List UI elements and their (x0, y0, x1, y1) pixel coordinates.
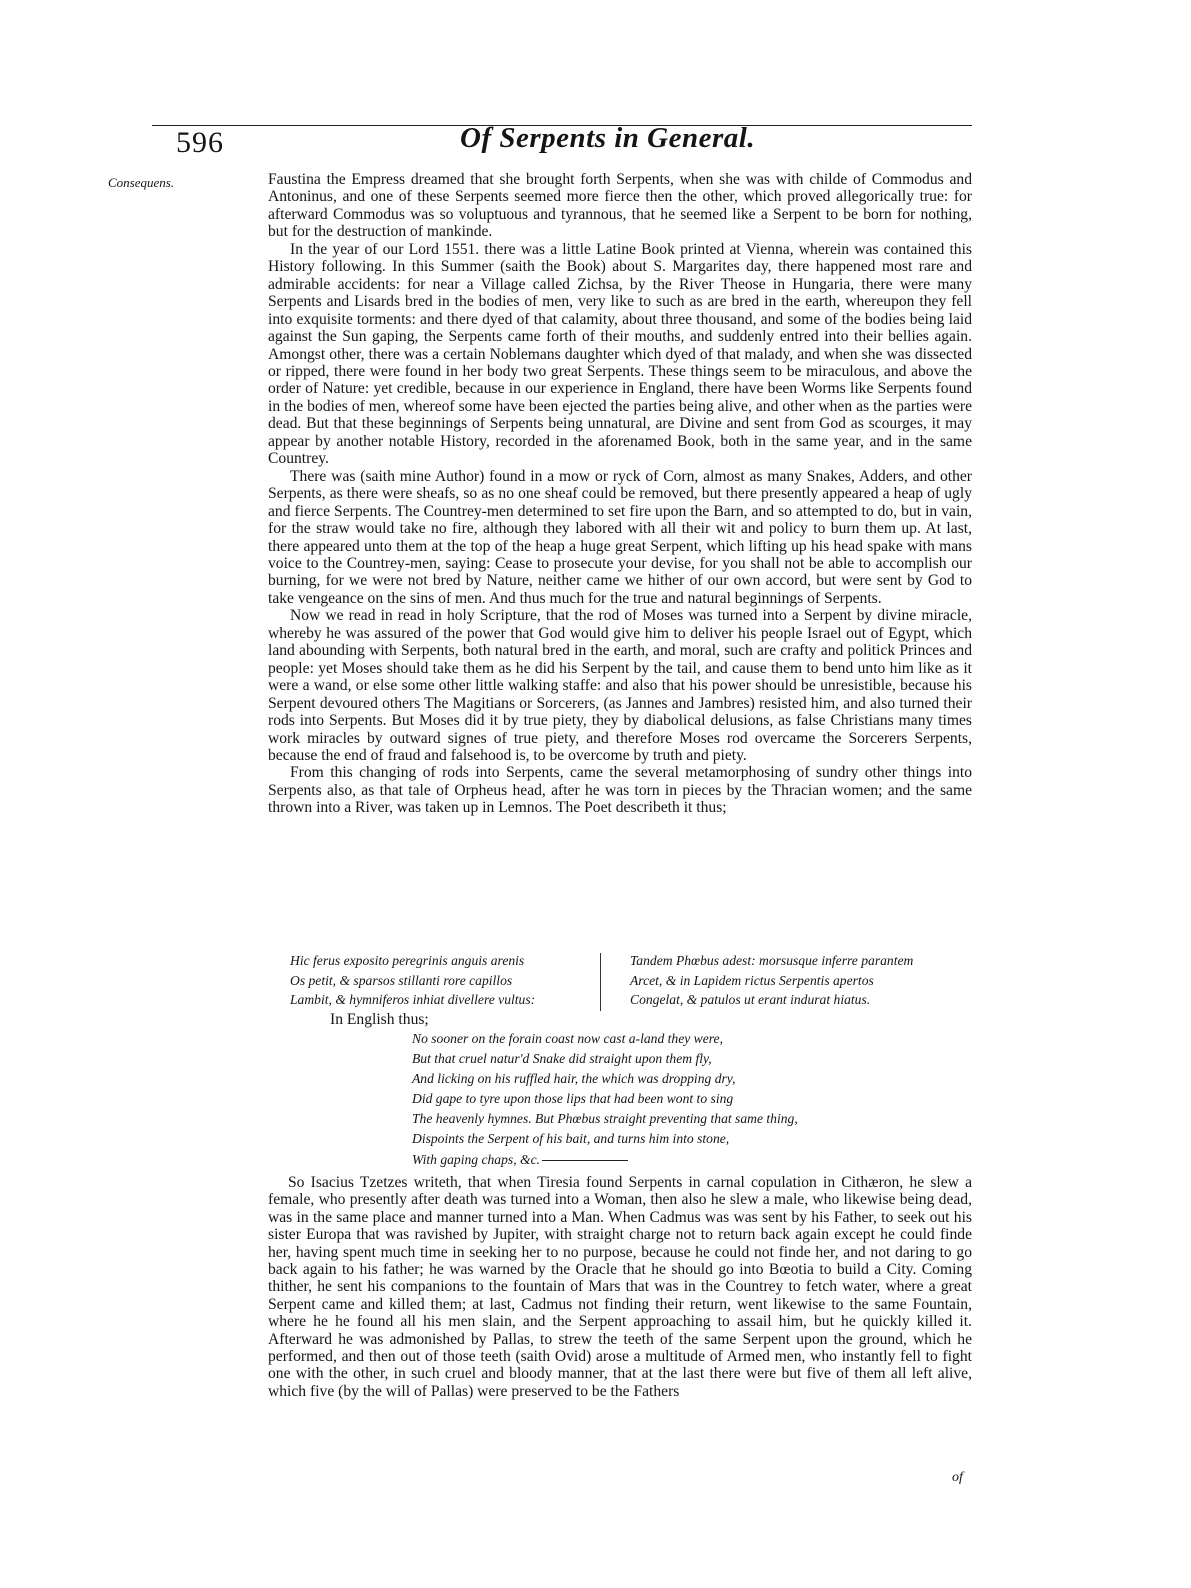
verse-line-text: With gaping chaps, &c. (412, 1151, 540, 1167)
margin-note: Consequens. (108, 175, 175, 190)
verse-divider (600, 953, 601, 1011)
verse-line: Dispoints the Serpent of his bait, and turns him into stone, (412, 1131, 730, 1147)
verse-line: No sooner on the forain coast now cast a-land they were, (412, 1031, 723, 1046)
latin-verse (290, 951, 972, 1011)
main-text (268, 171, 972, 817)
english-verse (412, 1029, 798, 1170)
verse-line: But that cruel natur'd Snake did straight upon them fly, (412, 1051, 712, 1067)
verse-line: The heavenly hymnes. But Phœbus straight preventing that same thing, (412, 1111, 798, 1127)
verse-end-dash (542, 1160, 628, 1161)
latin-verse-left (290, 951, 535, 1010)
verse-line: Congelat, & patulos ut erant indurat hiatus. (630, 992, 871, 1008)
paragraph-faustina: Faustina the Empress dreamed that she brought forth Serpents, when she was with childe of Commodus and Antoninus, and one of these Serpents seemed more fierce then the other, which proved allegorically true: for afterward Commodus was so voluptuous and tyrannous, that he seemed like a Serpent to be born for nothing, but for the destruction of mankinde. (268, 171, 972, 241)
verse-line: Did gape to tyre upon those lips that had been wont to sing (412, 1091, 734, 1107)
verse-line: And licking on his ruffled hair, the which was dropping dry, (412, 1071, 736, 1087)
closing-text (268, 1174, 972, 1400)
running-title: Of Serpents in General. (460, 122, 756, 154)
paragraph-moses-rod: Now we read in read in holy Scripture, that the rod of Moses was turned into a Serpent by divine miracle, whereby he was assured of the power that God would give him to deliver his people Israel out of Egypt, which land abounding with Serpents, both natural bred in the earth, and moral, such are crafty and politick Princes and people: yet Moses should take them as he did his Serpent by the tail, and cause them to bend unto him like as it were a wand, or else some other little walking staffe: and also that his power should be unresistible, because his Serpent devoured others The Magitians or Sorcerers, (as Jannes and Jambres) resisted him, and also turned their rods into Serpents. But Moses did it by true piety, they by diabolical delusions, as false Christians many times work miracles by outward signes of true piety, and therefore Moses rod overcame the Sorcerers Serpents, because the end of fraud and falsehood is, to be overcome by truth and piety. (268, 607, 972, 764)
verse-line: Arcet, & in Lapidem rictus Serpentis apertos (630, 972, 874, 988)
verse-line: Lambit, & hymniferos inhiat divellere vultus: (290, 992, 536, 1008)
verse-line: Tandem Phœbus adest: morsusque inferre parantem (630, 953, 914, 968)
english-label: In English thus; (330, 1011, 429, 1028)
verse-line: Os petit, & sparsos stillanti rore capillos (290, 972, 513, 988)
paragraph-vienna-book: In the year of our Lord 1551. there was a little Latine Book printed at Vienna, wherein was contained this History following. In this Summer (saith the Book) about S. Margarites day, there happened most rare and admirable accidents: for near a Village called Zichsa, by the River Theose in Hungaria, there were many Serpents and Lisards bred in the bodies of men, very like to such as are bred in the earth, whereupon they fell into exquisite torments: and there dyed of that calamity, about three thousand, and some of the bodies being laid against the Sun gaping, the Serpents came forth of their mouths, and suddenly entred into their bellies again. Amongst other, there was a certain Noblemans daughter which dyed of that malady, and when she was dissected or ripped, there were found in her body two great Serpents. These things seem to be miraculous, and above the order of Nature: yet credible, because in our experience in England, there have been Worms like Serpents found in the bodies of men, whereof some have been ejected the parties being alive, and other when as the parties were dead. But that these beginnings of Serpents being unnatural, are Divine and sent from God as scourges, it may appear by another notable History, recorded in the aforenamed Book, both in the same year, and in the same Countrey. (268, 240, 972, 468)
page-number: 596 (176, 126, 224, 159)
paragraph-orpheus: From this changing of rods into Serpents, came the several metamorphosing of sundry other things into Serpents also, as that tale of Orpheus head, after he was torn in pieces by the Thracian women; and the same thrown into a River, was taken up in Lemnos. The Poet describeth it thus; (268, 764, 972, 817)
verse-line: Hic ferus exposito peregrinis anguis arenis (290, 953, 525, 968)
latin-verse-right (630, 951, 913, 1010)
verse-line-last (412, 1150, 798, 1170)
catchword: of (952, 1470, 963, 1485)
paragraph-tiresias-cadmus: So Isacius Tzetzes writeth, that when Tiresia found Serpents in carnal copulation in Cithæron, he slew a female, who presently after death was turned into a Woman, then also he slew a male, who likewise being dead, was in the same place and manner turned into a Man. When Cadmus was was sent by his Father, to seek out his sister Europa that was ravished by Jupiter, with straight charge not to return back again except he could finde her, having spent much time in seeking her to no purpose, because he could not finde her, and not daring to go back again to his father; he was warned by the Oracle that he should go into Bœotia to build a City. Coming thither, he sent his companions to the fountain of Mars that was in the Countrey to fetch water, where a great Serpent came and killed them; at last, Cadmus not finding their return, went likewise to the same Fountain, where he he found all his men slain, and the Serpent approaching to assail him, but he quickly killed it. Afterward he was admonished by Pallas, to strew the teeth of the same Serpent upon the ground, which he performed, and then out of those teeth (saith Ovid) arose a multitude of Armed men, who instantly fell to fight one with the other, in such cruel and bloody manner, that at the last there were but five of them all left alive, which five (by the will of Pallas) were preserved to be the Fathers (268, 1174, 972, 1400)
paragraph-corn-serpents: There was (saith mine Author) found in a mow or ryck of Corn, almost as many Snakes, Adders, and other Serpents, as there were sheafs, so as no one sheaf could be removed, but there presently appeared a heap of ugly and fierce Serpents. The Countrey-men determined to set fire upon the Barn, and so attempted to do, but in vain, for the straw would take no fire, although they labored with all their wit and policy to burn them up. At last, there appeared unto them at the top of the heap a huge great Serpent, which lifting up his head spake with mans voice to the Countrey-men, saying: Cease to prosecute your devise, for you shall not be able to accomplish our burning, for we were not bred by Nature, neither came we hither of our own accord, but were sent by God to take vengeance on the sins of men. And thus much for the true and natural beginnings of Serpents. (268, 467, 972, 607)
